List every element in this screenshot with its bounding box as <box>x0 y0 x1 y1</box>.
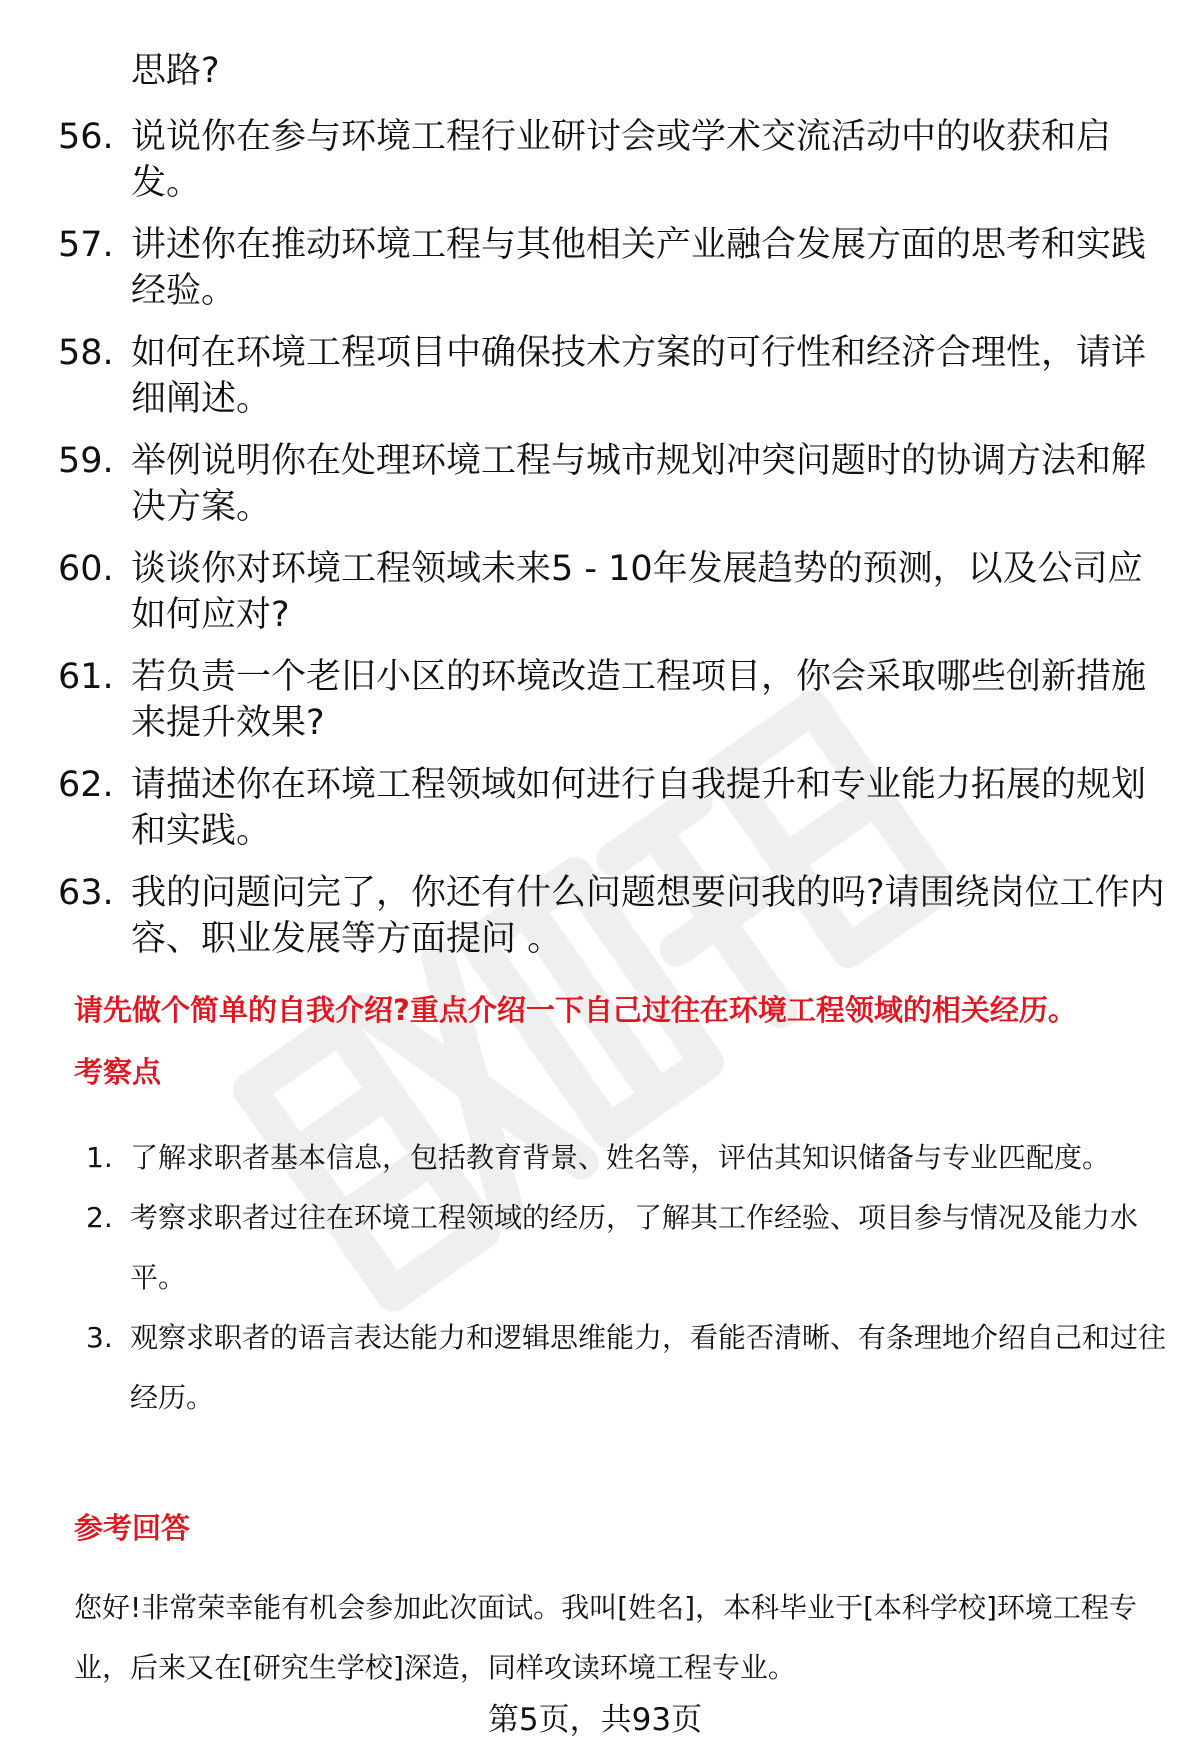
question-text: 谈谈你对环境工程领域未来5 - 10年发展趋势的预测，以及公司应如何应对? <box>131 549 1143 635</box>
question-text: 说说你在参与环境工程行业研讨会或学术交流活动中的收获和启发。 <box>131 117 1112 203</box>
question-item <box>58 438 1168 530</box>
point-text: 了解求职者基本信息，包括教育背景、姓名等，评估其知识储备与专业匹配度。 <box>130 1141 1111 1174</box>
question-item <box>58 222 1168 314</box>
question-text: 请描述你在环境工程领域如何进行自我提升和专业能力拓展的规划和实践。 <box>131 765 1147 851</box>
question-text: 若负责一个老旧小区的环境改造工程项目，你会采取哪些创新措施来提升效果? <box>131 657 1147 743</box>
reference-answer-text: 您好!非常荣幸能有机会参加此次面试。我叫[姓名]，本科毕业于[本科学校]环境工程专业，后来又在[研究生学校]深造，同样攻读环境工程专业。 <box>74 1591 1137 1684</box>
question-text: 讲述你在推动环境工程与其他相关产业融合发展方面的思考和实践经验。 <box>131 225 1147 311</box>
question-number: 56. <box>58 117 114 157</box>
question-number: 59. <box>58 441 114 481</box>
assessment-points-list <box>86 1128 1166 1428</box>
question-number: 62. <box>58 765 114 805</box>
assessment-point-item <box>86 1188 1166 1308</box>
question-item <box>58 546 1168 638</box>
assessment-point-item <box>86 1308 1166 1428</box>
question-item <box>58 762 1168 854</box>
question-item <box>58 330 1168 422</box>
point-number: 3. <box>86 1321 113 1354</box>
question-number: 58. <box>58 333 114 373</box>
question-number: 57. <box>58 225 114 265</box>
assessment-points-title: 考察点 <box>74 1055 162 1089</box>
question-number: 61. <box>58 657 114 697</box>
question-number: 60. <box>58 549 114 589</box>
question-item <box>58 654 1168 746</box>
question-number: 63. <box>58 873 114 913</box>
featured-question-heading: 请先做个简单的自我介绍?重点介绍一下自己过往在环境工程领域的相关经历。 <box>74 993 1077 1027</box>
reference-answer-title: 参考回答 <box>74 1511 191 1545</box>
page-footer: 第5页，共93页 <box>487 1702 703 1738</box>
question-continuation-text: 思路? <box>131 51 220 91</box>
question-item <box>58 870 1168 962</box>
point-number: 2. <box>86 1201 113 1234</box>
question-text: 我的问题问完了，你还有什么问题想要问我的吗?请围绕岗位工作内容、职业发展等方面提问 。 <box>131 873 1165 959</box>
question-text: 举例说明你在处理环境工程与城市规划冲突问题时的协调方法和解决方案。 <box>131 441 1147 527</box>
point-number: 1. <box>86 1141 113 1174</box>
point-text: 观察求职者的语言表达能力和逻辑思维能力，看能否清晰、有条理地介绍自己和过往经历。 <box>130 1321 1167 1414</box>
question-item <box>58 114 1168 206</box>
question-text: 如何在环境工程项目中确保技术方案的可行性和经济合理性，请详细阐述。 <box>131 333 1147 419</box>
point-text: 考察求职者过往在环境工程领域的经历，了解其工作经验、项目参与情况及能力水平。 <box>130 1201 1139 1294</box>
question-list <box>58 114 1168 978</box>
assessment-point-item <box>86 1128 1166 1188</box>
